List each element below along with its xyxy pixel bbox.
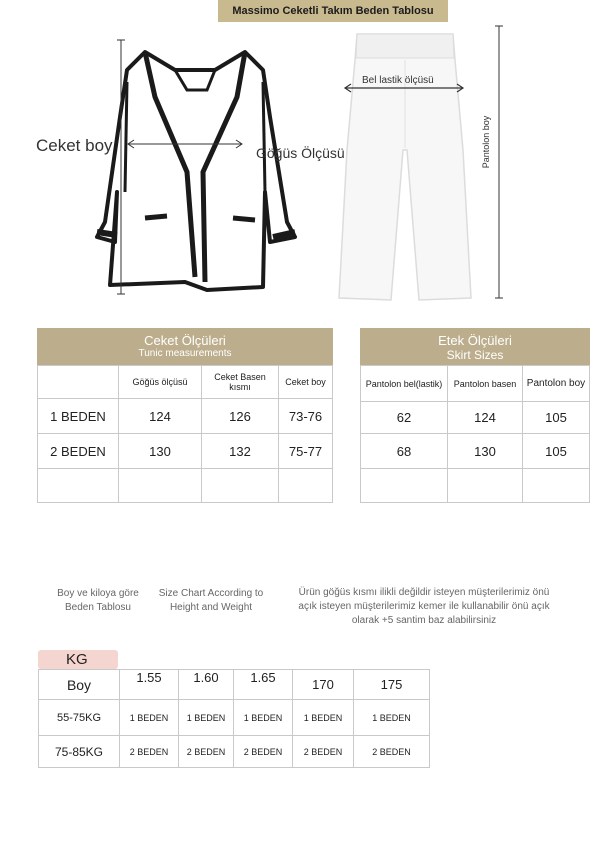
- weight-cell: 75-85KG: [39, 736, 120, 768]
- value-cell: 124: [448, 402, 523, 434]
- page-title: Massimo Ceketli Takım Beden Tablosu: [218, 0, 448, 22]
- table-row: [361, 402, 590, 434]
- size-cell: 1 BEDEN: [234, 700, 293, 736]
- size-cell: 2 BEDEN: [354, 736, 430, 768]
- value-cell: 68: [361, 434, 448, 469]
- jacket-length-label: Ceket boy: [36, 136, 113, 155]
- jacket-panel-header: [37, 328, 333, 365]
- chest-label: Göğüs Ölçüsü: [256, 145, 345, 161]
- height-cell: 1.65: [234, 670, 293, 700]
- table-row: [361, 434, 590, 469]
- table-row: [39, 736, 430, 768]
- size-cell: 2 BEDEN: [293, 736, 354, 768]
- jacket-illustration: [95, 42, 305, 302]
- value-cell: 126: [202, 399, 279, 434]
- size-cell: 2 BEDEN: [38, 434, 119, 469]
- skirt-panel-header: [360, 328, 590, 365]
- header-cell: Göğüs ölçüsü: [119, 366, 202, 399]
- boy-label: Boy: [39, 670, 120, 700]
- chest-arrow: [126, 138, 244, 150]
- empty-cell: [523, 469, 590, 503]
- skirt-panel-title: Etek Ölçüleri: [438, 333, 512, 348]
- table-header-row: [361, 366, 590, 402]
- value-cell: 105: [523, 434, 590, 469]
- value-cell: 62: [361, 402, 448, 434]
- empty-cell: [38, 469, 119, 503]
- empty-cell: [448, 469, 523, 503]
- table-row: [39, 700, 430, 736]
- note-middle: Size Chart According to Height and Weight: [158, 588, 264, 613]
- note-right: Ürün göğüs kısmı ilikli değildir isteyen müşterilerimiz önü açık isteyen müşterilerimiz kemer ile kullanabilir önü açık olarak +5 santim baz alabilirsiniz: [298, 587, 550, 626]
- value-cell: 105: [523, 402, 590, 434]
- header-cell: Pantolon basen: [448, 366, 523, 402]
- height-cell: 1.55: [120, 670, 179, 700]
- table-header-row: [39, 670, 430, 700]
- empty-cell: [279, 469, 333, 503]
- size-cell: 1 BEDEN: [38, 399, 119, 434]
- note-left: Boy ve kiloya göre Beden Tablosu: [57, 588, 139, 613]
- table-row: [38, 469, 333, 503]
- table-row: [361, 469, 590, 503]
- pants-length-label: Pantolon boy: [481, 115, 491, 169]
- jacket-panel-title: Ceket Ölçüleri: [144, 333, 226, 348]
- size-cell: 2 BEDEN: [179, 736, 234, 768]
- empty-cell: [202, 469, 279, 503]
- size-cell: 1 BEDEN: [354, 700, 430, 736]
- header-cell: [38, 366, 119, 399]
- table-header-row: [38, 366, 333, 399]
- value-cell: 132: [202, 434, 279, 469]
- size-cell: 2 BEDEN: [234, 736, 293, 768]
- skirt-panel-subtitle: Skirt Sizes: [446, 348, 504, 362]
- height-cell: 175: [354, 670, 430, 700]
- empty-cell: [361, 469, 448, 503]
- height-cell: 170: [293, 670, 354, 700]
- size-cell: 1 BEDEN: [293, 700, 354, 736]
- size-cell: 2 BEDEN: [120, 736, 179, 768]
- jacket-table: [37, 365, 333, 503]
- value-cell: 130: [448, 434, 523, 469]
- size-chart-table: [38, 669, 430, 768]
- jacket-panel-subtitle: Tunic measurements: [138, 348, 232, 359]
- value-cell: 124: [119, 399, 202, 434]
- value-cell: 73-76: [279, 399, 333, 434]
- pants-length-arrow: [494, 24, 504, 300]
- empty-cell: [119, 469, 202, 503]
- kg-label: KG: [38, 650, 118, 669]
- weight-cell: 55-75KG: [39, 700, 120, 736]
- table-row: [38, 399, 333, 434]
- header-cell: Pantolon bel(lastik): [361, 366, 448, 402]
- header-cell: Ceket boy: [279, 366, 333, 399]
- waist-label: Bel lastik ölçüsü: [362, 75, 434, 86]
- header-cell: Ceket Basen kısmı: [202, 366, 279, 399]
- size-cell: 1 BEDEN: [120, 700, 179, 736]
- pants-illustration: [335, 30, 475, 305]
- height-cell: 1.60: [179, 670, 234, 700]
- jacket-length-arrow: [116, 38, 126, 296]
- header-cell: Pantolon boy: [523, 366, 590, 402]
- skirt-table: [360, 365, 590, 503]
- value-cell: 75-77: [279, 434, 333, 469]
- size-cell: 1 BEDEN: [179, 700, 234, 736]
- value-cell: 130: [119, 434, 202, 469]
- table-row: [38, 434, 333, 469]
